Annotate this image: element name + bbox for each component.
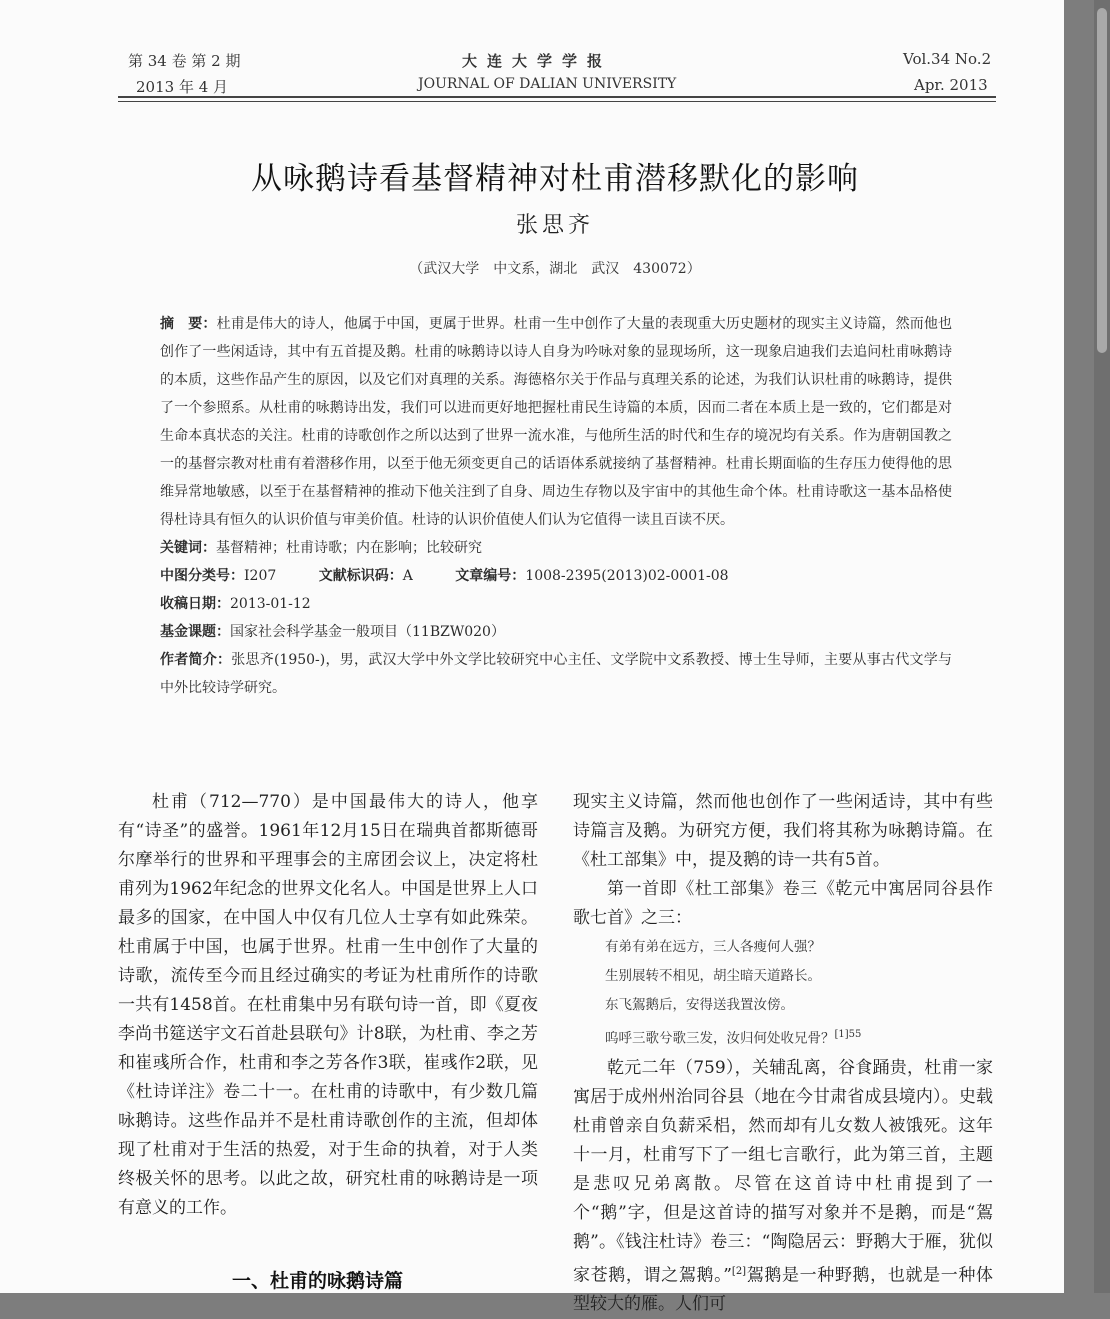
- poem-line: 东飞鴐鹅后，安得送我置汝傍。: [605, 991, 993, 1020]
- abstract: [160, 310, 952, 534]
- abstract-block: [160, 310, 952, 702]
- fund-project: [160, 618, 952, 646]
- poem-line: 有弟有弟在远方，三人各瘦何人强？: [605, 933, 993, 962]
- author-affiliation: （武汉大学 中文系，湖北 武汉 430072）: [0, 258, 1110, 278]
- received-value: 2013-01-12: [230, 596, 311, 612]
- header-journal-en: JOURNAL OF DALIAN UNIVERSITY: [418, 76, 676, 92]
- body-paragraph: 现实主义诗篇，然而他也创作了一些闲适诗，其中有些诗篇言及鹅。为研究方便，我们将其称为咏鹅诗篇。在《杜工部集》中，提及鹅的诗一共有5首。: [573, 788, 993, 875]
- article-number-value: 1008-2395(2013)02-0001-08: [525, 568, 728, 584]
- body-paragraph: [573, 1054, 993, 1319]
- keywords-text: 基督精神；杜甫诗歌；内在影响；比较研究: [216, 540, 482, 556]
- classification-line: [160, 562, 952, 590]
- header-volume-en: Vol.34 No.2: [903, 50, 991, 68]
- citation-ref: [2]: [732, 1266, 746, 1277]
- article-number-label: 文章编号：: [455, 568, 525, 584]
- fund-value: 国家社会科学基金一般项目（11BZW020）: [230, 624, 505, 640]
- article-title: 从咏鹅诗看基督精神对杜甫潜移默化的影响: [0, 153, 1110, 198]
- poem-line-text: 呜呼三歌兮歌三发，汝归何处收兄骨？: [605, 1031, 835, 1047]
- received-label: 收稿日期：: [160, 596, 230, 612]
- body-column-left: [118, 788, 538, 1223]
- header-rule-thick: [118, 96, 996, 98]
- author-bio-text: 张思齐(1950-)，男，武汉大学中外文学比较研究中心主任、文学院中文系教授、博士生导师，主要从事古代文学与中外比较诗学研究。: [160, 652, 952, 696]
- paragraph-text-tail: 鴐鹅是一种野鹅，也就是一种体型较大的雁。人们可: [573, 1265, 993, 1314]
- scrollbar-thumb[interactable]: [1097, 8, 1107, 353]
- doc-code-value: A: [403, 568, 413, 584]
- body-paragraph: 第一首即《杜工部集》卷三《乾元中寓居同谷县作歌七首》之三：: [573, 875, 993, 933]
- header-volume-cn: 第 34 卷 第 2 期: [128, 50, 240, 71]
- header-date-en: Apr. 2013: [914, 76, 988, 94]
- citation-ref: [1]55: [835, 1029, 862, 1040]
- body-column-right: [573, 788, 993, 1319]
- clc-label: 中图分类号：: [160, 568, 244, 584]
- scrollbar-track[interactable]: [1094, 0, 1110, 1293]
- author-bio: [160, 646, 952, 702]
- keywords: [160, 534, 952, 562]
- author-bio-label: 作者简介：: [160, 652, 231, 668]
- header-journal-cn: 大连大学学报: [462, 50, 612, 71]
- poem-line: [605, 1020, 993, 1054]
- article-author: 张思齐: [0, 208, 1110, 239]
- clc-value: I207: [244, 568, 276, 584]
- keywords-label: 关键词：: [160, 540, 216, 556]
- header-date-cn: 2013 年 4 月: [136, 76, 228, 97]
- poem-block: [573, 933, 993, 1054]
- abstract-label: 摘 要：: [160, 316, 217, 332]
- header-rule-thin: [118, 101, 996, 102]
- doc-code-label: 文献标识码：: [319, 568, 403, 584]
- fund-label: 基金课题：: [160, 624, 230, 640]
- received-date: [160, 590, 952, 618]
- paragraph-text: 乾元二年（759），关辅乱离，谷食踊贵，杜甫一家寓居于成州州治同谷县（地在今甘肃省成县境内）。史载杜甫曾亲自负薪采梠，然而却有儿女数人被饿死。这年十一月，杜甫写下了一组七言歌行，此为第三首，主题是悲叹兄弟离散。尽管在这首诗中杜甫提到了一个“鹅”字，但是这首诗的描写对象并不是鹅，而是“鴐鹅”。《钱注杜诗》卷三：“陶隐居云：野鹅大于雁，犹似家苍鹅，谓之鴐鹅。”: [573, 1058, 993, 1286]
- body-paragraph: 杜甫（712—770）是中国最伟大的诗人，他享有“诗圣”的盛誉。1961年12月15日在瑞典首都斯德哥尔摩举行的世界和平理事会的主席团会议上，决定将杜甫列为1962年纪念的世界文化名人。中国是世界上人口最多的国家，在中国人中仅有几位人士享有如此殊荣。杜甫属于中国，也属于世界。杜甫一生中创作了大量的诗歌，流传至今而且经过确实的考证为杜甫所作的诗歌一共有1458首。在杜甫集中另有联句诗一首，即《夏夜李尚书筵送宇文石首赴县联句》计8联，为杜甫、李之芳和崔彧所合作，杜甫和李之芳各作3联，崔彧作2联，见《杜诗详注》卷二十一。在杜甫的诗歌中，有少数几篇咏鹅诗。这些作品并不是杜甫诗歌创作的主流，但却体现了杜甫对于生活的热爱，对于生命的执着，对于人类终极关怀的思考。以此之故，研究杜甫的咏鹅诗是一项有意义的工作。: [118, 788, 538, 1223]
- poem-line: 生别展转不相见，胡尘暗天道路长。: [605, 962, 993, 991]
- section-heading: 一、杜甫的咏鹅诗篇: [232, 1266, 403, 1293]
- abstract-text: 杜甫是伟大的诗人，他属于中国，更属于世界。杜甫一生中创作了大量的表现重大历史题材的现实主义诗篇，然而他也创作了一些闲适诗，其中有五首提及鹅。杜甫的咏鹅诗以诗人自身为吟咏对象的显现场所，这一现象启迪我们去追问杜甫咏鹅诗的本质，这些作品产生的原因，以及它们对真理的关系。海德格尔关于作品与真理关系的论述，为我们认识杜甫的咏鹅诗，提供了一个参照系。从杜甫的咏鹅诗出发，我们可以进而更好地把握杜甫民生诗篇的本质，因而二者在本质上是一致的，它们都是对生命本真状态的关注。杜甫的诗歌创作之所以达到了世界一流水准，与他所生活的时代和生存的境况均有关系。作为唐朝国教之一的基督宗教对杜甫有着潜移作用，以至于他无须变更自己的话语体系就接纳了基督精神。杜甫长期面临的生存压力使得他的思维异常地敏感，以至于在基督精神的推动下他关注到了自身、周边生存物以及宇宙中的其他生命个体。杜甫诗歌这一基本品格使得杜诗具有恒久的认识价值与审美价值。杜诗的认识价值使人们认为它值得一读且百读不厌。: [160, 316, 952, 528]
